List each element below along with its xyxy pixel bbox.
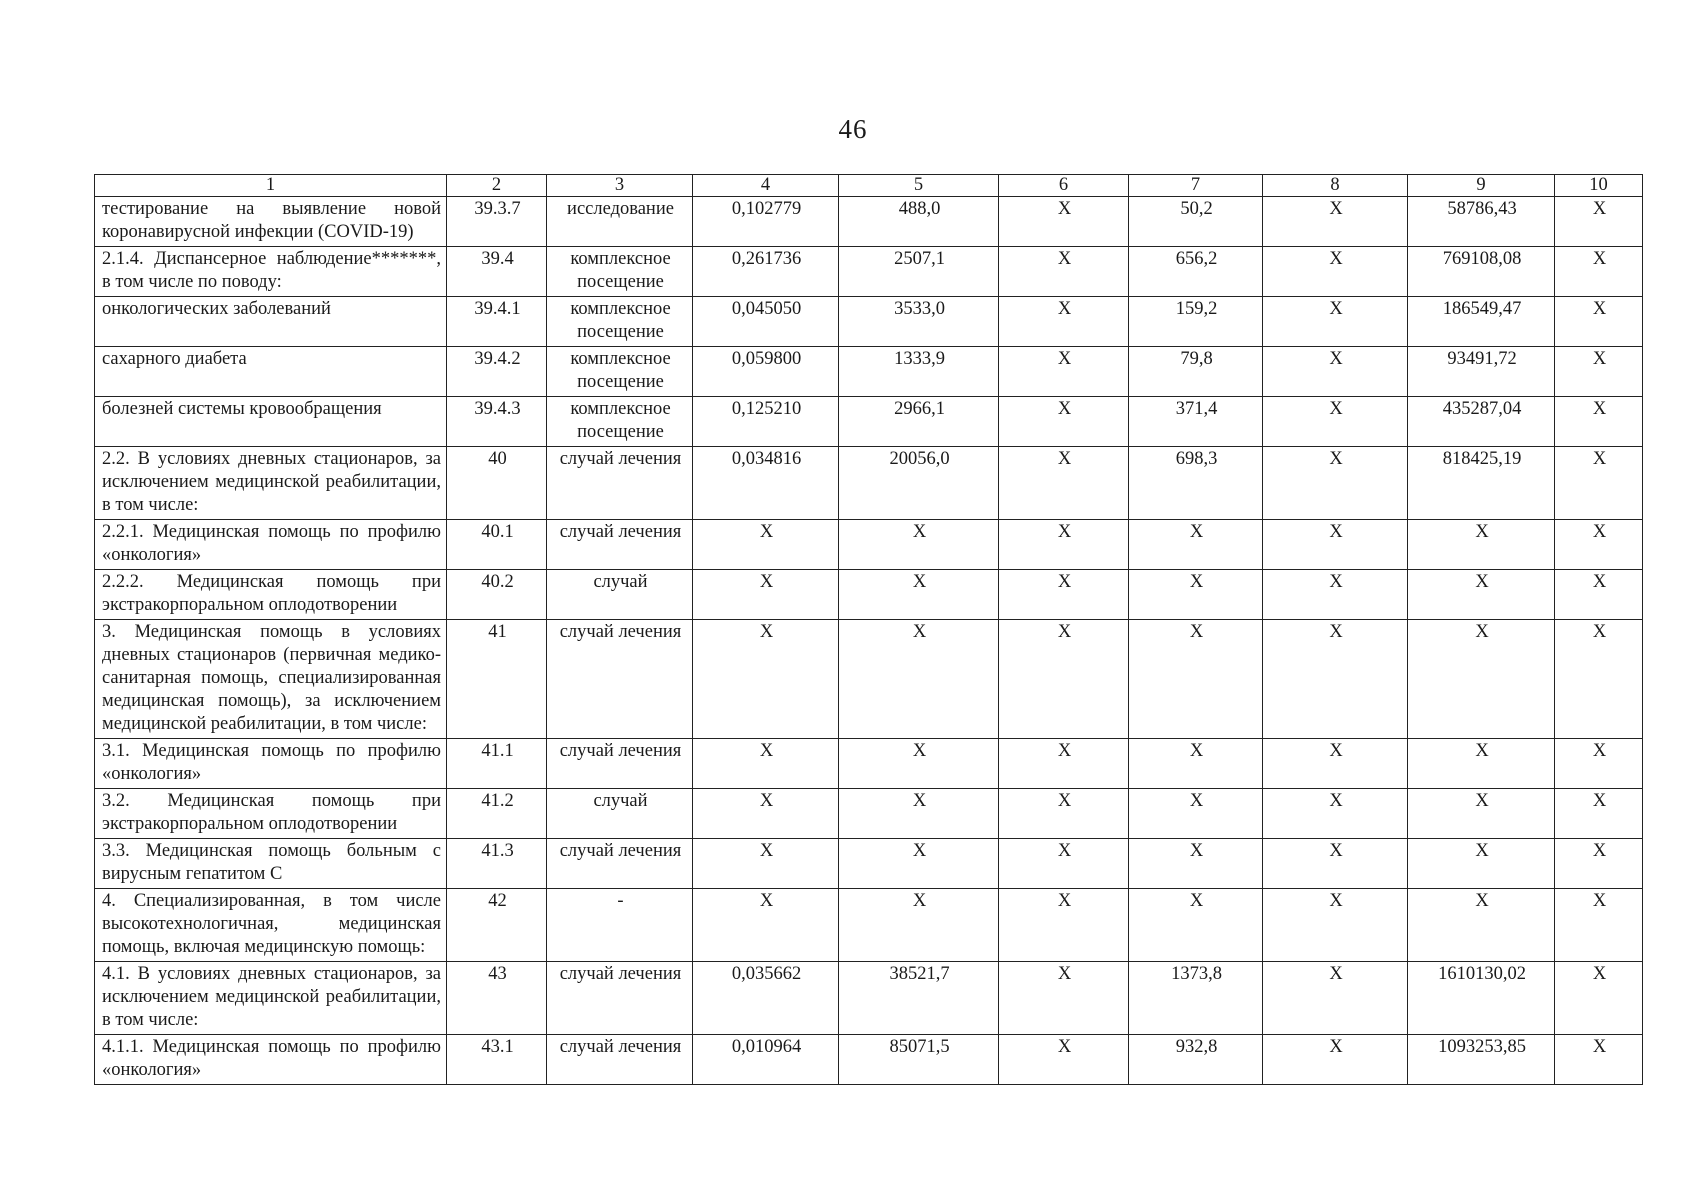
cell-col-9: 818425,19 (1408, 447, 1555, 520)
table-row (95, 889, 1643, 962)
table-row (95, 962, 1643, 1035)
cell-col-5: 20056,0 (839, 447, 999, 520)
table-row (95, 297, 1643, 347)
row-code: 39.4 (447, 247, 547, 297)
row-code: 40 (447, 447, 547, 520)
cell-col-6: X (999, 789, 1129, 839)
row-code: 39.4.2 (447, 347, 547, 397)
row-unit: случай лечения (547, 839, 693, 889)
cell-col-9: X (1408, 620, 1555, 739)
row-unit: случай лечения (547, 1035, 693, 1085)
row-unit: случай лечения (547, 520, 693, 570)
column-header: 4 (693, 175, 839, 197)
row-code: 41.2 (447, 789, 547, 839)
cell-col-9: 769108,08 (1408, 247, 1555, 297)
cell-col-4: 0,059800 (693, 347, 839, 397)
cell-col-8: X (1263, 447, 1408, 520)
cell-col-6: X (999, 447, 1129, 520)
row-unit: - (547, 889, 693, 962)
cell-col-7: X (1129, 839, 1263, 889)
column-header: 2 (447, 175, 547, 197)
cell-col-9: 1610130,02 (1408, 962, 1555, 1035)
cell-col-9: 1093253,85 (1408, 1035, 1555, 1085)
cell-col-7: 159,2 (1129, 297, 1263, 347)
cell-col-8: X (1263, 739, 1408, 789)
cell-col-7: 656,2 (1129, 247, 1263, 297)
cell-col-4: X (693, 520, 839, 570)
cell-col-8: X (1263, 247, 1408, 297)
cell-col-6: X (999, 347, 1129, 397)
cell-col-4: 0,261736 (693, 247, 839, 297)
table-row (95, 839, 1643, 889)
cell-col-6: X (999, 962, 1129, 1035)
cell-col-10: X (1555, 1035, 1643, 1085)
cell-col-5: 488,0 (839, 197, 999, 247)
column-header: 8 (1263, 175, 1408, 197)
cell-col-9: 93491,72 (1408, 347, 1555, 397)
cell-col-5: X (839, 789, 999, 839)
cell-col-4: 0,034816 (693, 447, 839, 520)
row-unit: комплексное посещение (547, 347, 693, 397)
row-name: болезней системы кровообращения (95, 397, 447, 447)
table-body (95, 197, 1643, 1085)
cell-col-6: X (999, 889, 1129, 962)
cell-col-6: X (999, 297, 1129, 347)
cell-col-8: X (1263, 520, 1408, 570)
cell-col-7: X (1129, 889, 1263, 962)
row-unit: случай лечения (547, 620, 693, 739)
cell-col-5: X (839, 520, 999, 570)
cell-col-5: 2966,1 (839, 397, 999, 447)
row-name: 3.1. Медицинская помощь по профилю «онкология» (95, 739, 447, 789)
cell-col-7: 50,2 (1129, 197, 1263, 247)
table-row (95, 789, 1643, 839)
row-code: 42 (447, 889, 547, 962)
row-name: 4.1. В условиях дневных стационаров, за исключением медицинской реабилитации, в том числе: (95, 962, 447, 1035)
row-code: 39.3.7 (447, 197, 547, 247)
cell-col-5: 2507,1 (839, 247, 999, 297)
row-name: 3.2. Медицинская помощь при экстракорпоральном оплодотворении (95, 789, 447, 839)
row-unit: комплексное посещение (547, 297, 693, 347)
row-code: 39.4.3 (447, 397, 547, 447)
column-header: 1 (95, 175, 447, 197)
column-header: 3 (547, 175, 693, 197)
column-header: 6 (999, 175, 1129, 197)
cell-col-5: 38521,7 (839, 962, 999, 1035)
cell-col-6: X (999, 397, 1129, 447)
cell-col-10: X (1555, 570, 1643, 620)
cell-col-7: 1373,8 (1129, 962, 1263, 1035)
cell-col-10: X (1555, 397, 1643, 447)
row-unit: случай (547, 789, 693, 839)
row-code: 41.1 (447, 739, 547, 789)
row-name: 2.1.4. Диспансерное наблюдение*******, в том числе по поводу: (95, 247, 447, 297)
cell-col-10: X (1555, 297, 1643, 347)
row-code: 39.4.1 (447, 297, 547, 347)
row-unit: исследование (547, 197, 693, 247)
row-unit: комплексное посещение (547, 397, 693, 447)
table-header (95, 175, 1643, 197)
row-code: 43 (447, 962, 547, 1035)
cell-col-9: 435287,04 (1408, 397, 1555, 447)
cell-col-5: 1333,9 (839, 347, 999, 397)
cell-col-6: X (999, 570, 1129, 620)
data-table (94, 174, 1643, 1085)
cell-col-6: X (999, 247, 1129, 297)
cell-col-5: X (839, 889, 999, 962)
table-row (95, 620, 1643, 739)
cell-col-10: X (1555, 739, 1643, 789)
cell-col-6: X (999, 839, 1129, 889)
row-name: 3. Медицинская помощь в условиях дневных стационаров (первичная медико-санитарная помощь, специализированная медицинская помощь), за исключением медицинской реабилитации, в том числе: (95, 620, 447, 739)
cell-col-5: X (839, 739, 999, 789)
table-row (95, 347, 1643, 397)
cell-col-9: X (1408, 520, 1555, 570)
table-row (95, 1035, 1643, 1085)
cell-col-9: X (1408, 570, 1555, 620)
cell-col-4: 0,102779 (693, 197, 839, 247)
cell-col-4: X (693, 620, 839, 739)
table-row (95, 570, 1643, 620)
row-code: 41.3 (447, 839, 547, 889)
cell-col-10: X (1555, 962, 1643, 1035)
cell-col-7: X (1129, 789, 1263, 839)
cell-col-8: X (1263, 197, 1408, 247)
cell-col-6: X (999, 520, 1129, 570)
cell-col-10: X (1555, 889, 1643, 962)
row-name: сахарного диабета (95, 347, 447, 397)
cell-col-4: 0,125210 (693, 397, 839, 447)
cell-col-5: X (839, 620, 999, 739)
cell-col-8: X (1263, 839, 1408, 889)
cell-col-8: X (1263, 397, 1408, 447)
cell-col-6: X (999, 197, 1129, 247)
cell-col-5: 85071,5 (839, 1035, 999, 1085)
cell-col-4: X (693, 889, 839, 962)
cell-col-10: X (1555, 620, 1643, 739)
cell-col-8: X (1263, 297, 1408, 347)
cell-col-4: 0,045050 (693, 297, 839, 347)
row-name: 4. Специализированная, в том числе высокотехнологичная, медицинская помощь, включая медицинскую помощь: (95, 889, 447, 962)
cell-col-7: 79,8 (1129, 347, 1263, 397)
cell-col-8: X (1263, 347, 1408, 397)
row-unit: случай лечения (547, 447, 693, 520)
row-name: 2.2.2. Медицинская помощь при экстракорпоральном оплодотворении (95, 570, 447, 620)
row-code: 41 (447, 620, 547, 739)
row-name: тестирование на выявление новой коронавирусной инфекции (COVID-19) (95, 197, 447, 247)
cell-col-6: X (999, 1035, 1129, 1085)
row-code: 43.1 (447, 1035, 547, 1085)
cell-col-4: X (693, 789, 839, 839)
cell-col-9: X (1408, 739, 1555, 789)
row-unit: комплексное посещение (547, 247, 693, 297)
cell-col-10: X (1555, 789, 1643, 839)
cell-col-6: X (999, 739, 1129, 789)
table-row (95, 739, 1643, 789)
cell-col-8: X (1263, 620, 1408, 739)
header-row (95, 175, 1643, 197)
cell-col-8: X (1263, 570, 1408, 620)
cell-col-8: X (1263, 789, 1408, 839)
cell-col-5: X (839, 839, 999, 889)
cell-col-9: X (1408, 839, 1555, 889)
cell-col-7: X (1129, 520, 1263, 570)
cell-col-10: X (1555, 447, 1643, 520)
cell-col-9: X (1408, 889, 1555, 962)
cell-col-9: X (1408, 789, 1555, 839)
row-unit: случай лечения (547, 962, 693, 1035)
cell-col-9: 58786,43 (1408, 197, 1555, 247)
cell-col-7: X (1129, 570, 1263, 620)
cell-col-10: X (1555, 247, 1643, 297)
cell-col-7: 371,4 (1129, 397, 1263, 447)
row-code: 40.1 (447, 520, 547, 570)
cell-col-10: X (1555, 197, 1643, 247)
cell-col-5: 3533,0 (839, 297, 999, 347)
column-header: 9 (1408, 175, 1555, 197)
cell-col-5: X (839, 570, 999, 620)
cell-col-9: 186549,47 (1408, 297, 1555, 347)
row-name: 2.2. В условиях дневных стационаров, за исключением медицинской реабилитации, в том числе: (95, 447, 447, 520)
table-row (95, 247, 1643, 297)
column-header: 10 (1555, 175, 1643, 197)
cell-col-8: X (1263, 889, 1408, 962)
cell-col-6: X (999, 620, 1129, 739)
row-name: онкологических заболеваний (95, 297, 447, 347)
cell-col-7: X (1129, 739, 1263, 789)
cell-col-10: X (1555, 347, 1643, 397)
table-row (95, 197, 1643, 247)
row-unit: случай лечения (547, 739, 693, 789)
page-number: 46 (838, 114, 868, 144)
cell-col-4: 0,010964 (693, 1035, 839, 1085)
column-header: 5 (839, 175, 999, 197)
cell-col-10: X (1555, 839, 1643, 889)
cell-col-4: X (693, 839, 839, 889)
cell-col-7: 698,3 (1129, 447, 1263, 520)
column-header: 7 (1129, 175, 1263, 197)
table-row (95, 397, 1643, 447)
cell-col-7: X (1129, 620, 1263, 739)
row-code: 40.2 (447, 570, 547, 620)
row-name: 3.3. Медицинская помощь больным с вирусным гепатитом С (95, 839, 447, 889)
cell-col-10: X (1555, 520, 1643, 570)
row-unit: случай (547, 570, 693, 620)
cell-col-8: X (1263, 1035, 1408, 1085)
table-row (95, 447, 1643, 520)
cell-col-4: 0,035662 (693, 962, 839, 1035)
cell-col-8: X (1263, 962, 1408, 1035)
cell-col-7: 932,8 (1129, 1035, 1263, 1085)
table-row (95, 520, 1643, 570)
row-name: 4.1.1. Медицинская помощь по профилю «онкология» (95, 1035, 447, 1085)
cell-col-4: X (693, 570, 839, 620)
cell-col-4: X (693, 739, 839, 789)
row-name: 2.2.1. Медицинская помощь по профилю «онкология» (95, 520, 447, 570)
